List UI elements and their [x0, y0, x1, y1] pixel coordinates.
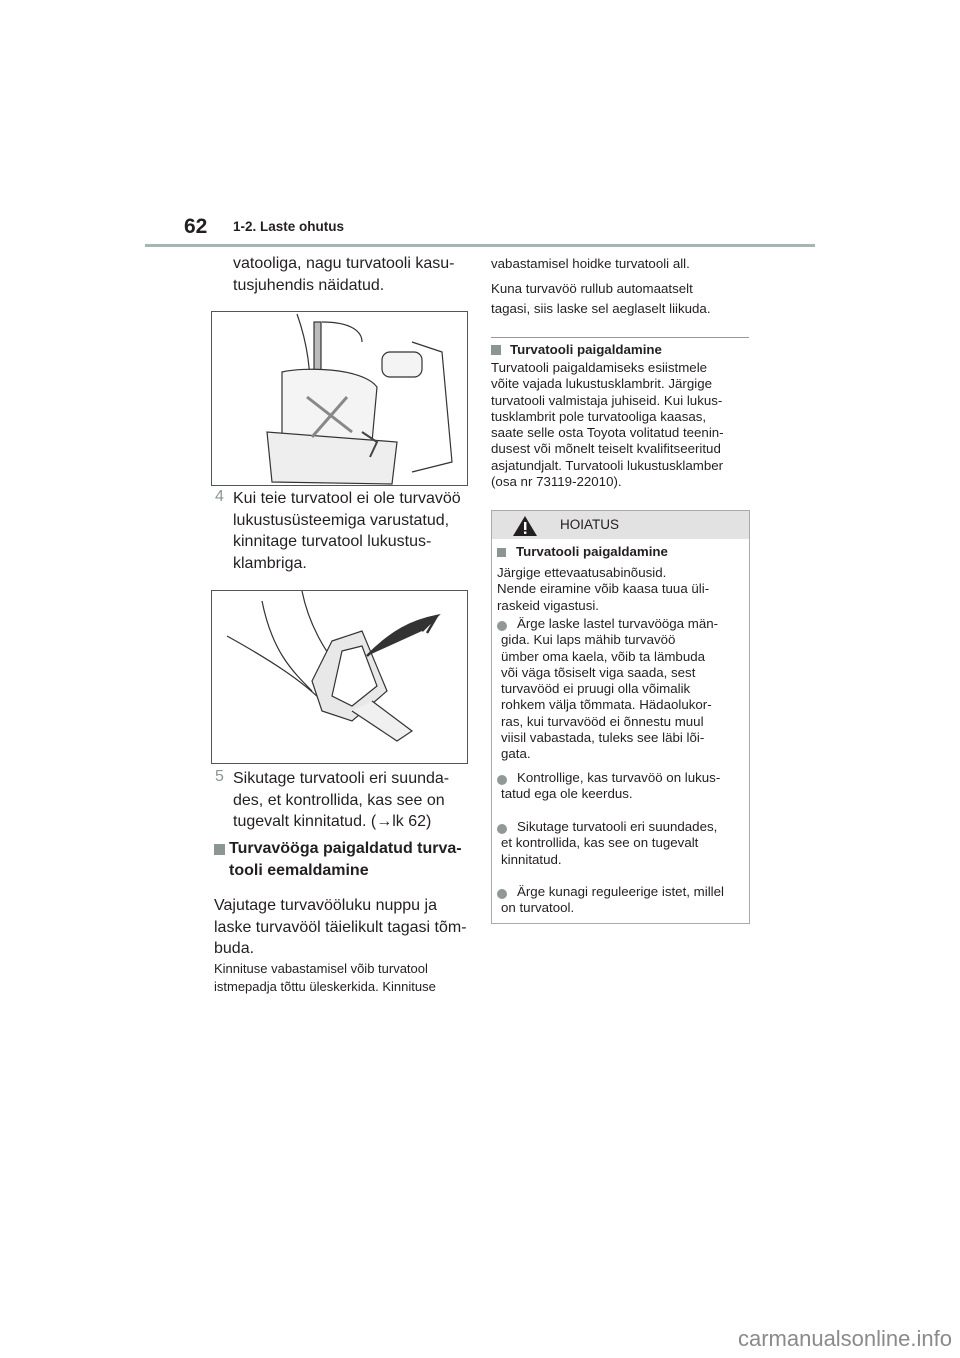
- removal-heading: Turvavööga paigaldatud turva- tooli eemaldamine: [229, 840, 462, 879]
- right-paragraph-3: Turvatooli paigaldamiseks esiistmele võite vajada lukustusklambrit. Järgige turvatooli valmistaja juhiseid. Kui lukus- tusklambrit pole turvatooliga kaasas, saate selle osta Toyota volitatud teenin- dusest või mõnelt teiselt kvalifitseeritud asjatundjalt. Turvatooli lukustusklamber (osa nr 73119-22010).: [491, 360, 724, 490]
- step-4-text: Kui teie turvatool ei ole turvavöö lukustusüsteemiga varustatud, kinnitage turvatool lukustus- klambriga.: [233, 490, 461, 573]
- warning-bullet: Ärge laske lastel turvavööga män- gida. Kui laps mähib turvavöö ümber oma kaela, võib ta lämbuda või väga tõsiselt viga saada, sest turvavööd ei pruugi olla võimalik rohkem välja tõmmata. Hädaolukor- ras, kui turvavööd ei õnnestu muul viisil vabastada, tuleks see läbi lõi- gata.: [501, 616, 719, 762]
- header-rule: [145, 244, 815, 247]
- left-paragraph-1: vatooliga, nagu turvatooli kasu- tusjuhendis näidatud.: [233, 255, 455, 294]
- warning-intro: Järgige ettevaatusabinõusid. Nende eiramine võib kaasa tuua üli- raskeid vigastusi.: [497, 565, 710, 613]
- warning-bullet: Ärge kunagi reguleerige istet, millel on turvatool.: [501, 884, 724, 916]
- install-heading: Turvatooli paigaldamine: [510, 342, 662, 357]
- right-paragraph-2: Kuna turvavöö rullub automaatselt tagasi, siis laske sel aeglaselt liikuda.: [491, 281, 711, 316]
- section-rule: [491, 337, 749, 338]
- section-title: 1-2. Laste ohutus: [233, 219, 345, 234]
- warning-bullet: Kontrollige, kas turvavöö on lukus- tatud ega ole keerdus.: [501, 770, 721, 802]
- right-paragraph-1: vabastamisel hoidke turvatooli all.: [491, 256, 690, 271]
- child-seat-illustration: [211, 311, 468, 486]
- warning-bullet: Sikutage turvatooli eri suundades, et kontrollida, kas see on tugevalt kinnitatud.: [501, 819, 718, 867]
- warning-header: [492, 511, 749, 539]
- heading-bullet-icon: [214, 844, 225, 855]
- step-number-4: 4: [215, 488, 224, 505]
- locking-clip-illustration: [211, 590, 468, 764]
- page-number: 62: [184, 215, 208, 238]
- warning-triangle-icon: [512, 515, 538, 537]
- step-number-5: 5: [215, 768, 224, 785]
- step-5-text: Sikutage turvatooli eri suunda- des, et kontrollida, kas see on tugevalt kinnitatud. (→lk 62): [233, 770, 450, 831]
- left-paragraph-2: Vajutage turvavööluku nuppu ja laske turvavööl täielikult tagasi tõm- buda.: [214, 897, 467, 958]
- left-note: Kinnituse vabastamisel võib turvatool istmepadja tõttu üleskerkida. Kinnituse: [214, 961, 436, 994]
- warning-box: [491, 510, 750, 924]
- warning-title: HOIATUS: [560, 517, 620, 532]
- watermark: carmanualsonline.info: [737, 1326, 952, 1351]
- heading-bullet-icon: [497, 548, 506, 557]
- heading-bullet-icon: [491, 345, 501, 355]
- warning-heading: Turvatooli paigaldamine: [516, 544, 668, 559]
